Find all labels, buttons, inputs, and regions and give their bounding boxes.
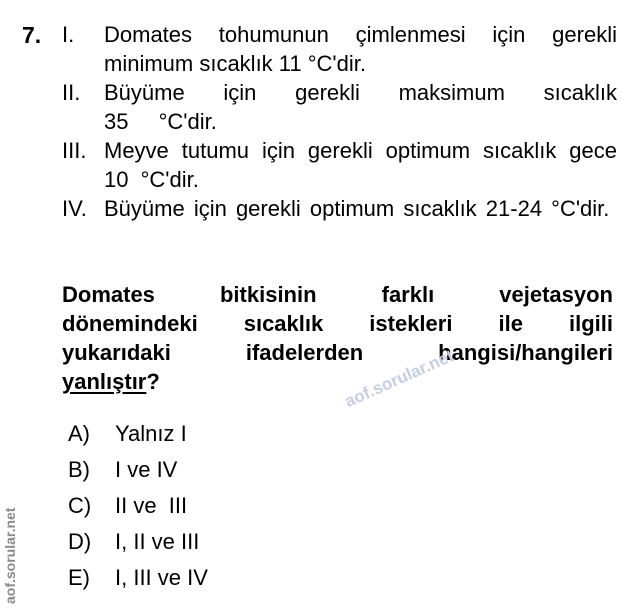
- option-letter: E): [68, 565, 90, 590]
- option-b[interactable]: [68, 457, 177, 483]
- statement-1: [62, 20, 617, 78]
- option-c[interactable]: [68, 493, 187, 519]
- question-prompt: [62, 280, 613, 396]
- statement-text: Büyüme için gerekli maksimum sıcaklık 35 °C'dir.: [104, 80, 617, 134]
- statement-roman: III.: [62, 138, 87, 163]
- option-letter: A): [68, 421, 90, 446]
- option-text: II ve III: [115, 493, 188, 518]
- prompt-line: [62, 367, 613, 396]
- option-a[interactable]: [68, 421, 187, 447]
- prompt-underlined-word: yanlıştır: [62, 369, 147, 394]
- statement-roman: II.: [62, 80, 81, 105]
- watermark-diagonal: aof.sorular.net: [341, 346, 457, 412]
- prompt-line: Domates bitkisinin farklı vejetasyon: [62, 282, 613, 307]
- option-letter: C): [68, 493, 92, 518]
- statement-roman: I.: [62, 22, 75, 47]
- statement-text: Büyüme için gerekli optimum sıcaklık 21-24 °C'dir.: [104, 196, 610, 221]
- prompt-line: dönemindeki sıcaklık istekleri ile ilgili: [62, 311, 613, 336]
- question-number: 7.: [22, 22, 42, 48]
- prompt-line: yukarıdaki ifadelerden hangisi/hangileri: [62, 340, 613, 365]
- prompt-question-mark: ?: [146, 369, 160, 394]
- option-text: I, II ve III: [115, 529, 200, 554]
- option-text: I, III ve IV: [115, 565, 208, 590]
- option-letter: D): [68, 529, 92, 554]
- statement-roman: IV.: [62, 196, 87, 221]
- statement-4: [62, 194, 617, 223]
- statement-text: Meyve tutumu için gerekli optimum sıcaklık gece 10 °C'dir.: [104, 138, 617, 192]
- option-text: I ve IV: [115, 457, 178, 482]
- statement-3: [62, 136, 617, 194]
- option-d[interactable]: [68, 529, 199, 555]
- option-text: Yalnız I: [115, 421, 187, 446]
- statement-2: [62, 78, 617, 136]
- option-e[interactable]: [68, 565, 208, 591]
- option-letter: B): [68, 457, 90, 482]
- statement-text: Domates tohumunun çimlenmesi için gerekli minimum sıcaklık 11 °C'dir.: [104, 22, 617, 76]
- watermark-vertical: aof.sorular.net: [2, 507, 18, 604]
